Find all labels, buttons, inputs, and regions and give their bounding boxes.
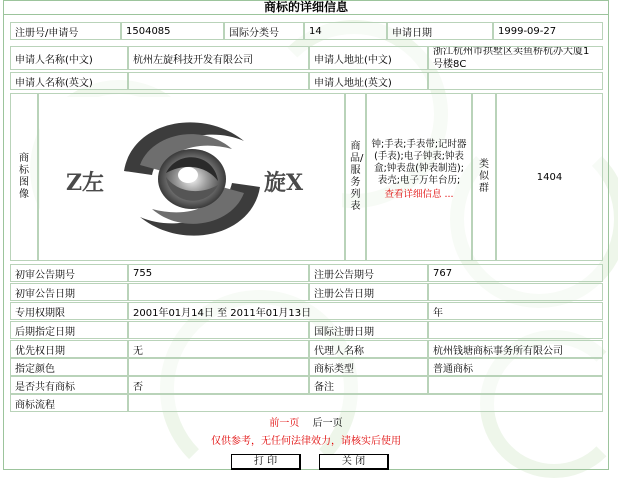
prelim-no-value: 755 xyxy=(128,264,309,282)
later-date-value xyxy=(128,321,309,339)
prev-page-link[interactable]: 前一页 xyxy=(269,418,300,429)
shared-label: 是否共有商标 xyxy=(10,376,128,394)
address-en-value xyxy=(428,72,603,90)
intl-reg-date-value xyxy=(428,321,603,339)
pagination xyxy=(4,416,608,432)
goods-label: 商品/服务列表 xyxy=(345,93,366,261)
applicant-cn-label: 申请人名称(中文) xyxy=(10,46,128,70)
flow-value xyxy=(128,394,603,412)
exclusive-period-label: 专用权期限 xyxy=(10,302,128,320)
class-label: 国际分类号 xyxy=(224,22,304,40)
address-cn-label: 申请人地址(中文) xyxy=(309,46,428,70)
swirl-logo-icon xyxy=(40,97,342,259)
intl-reg-date-label: 国际注册日期 xyxy=(309,321,428,339)
close-button[interactable]: 关 闭 xyxy=(319,454,389,470)
color-label: 指定颜色 xyxy=(10,358,128,376)
apply-date-value: 1999-09-27 xyxy=(493,22,603,40)
color-value xyxy=(128,358,309,376)
flow-label: 商标流程 xyxy=(10,394,128,412)
exclusive-period-unit: 年 xyxy=(428,302,603,320)
reg-notice-date-value xyxy=(428,283,603,301)
goods-text: 钟;手表;手表带;记时器(手表);电子钟表;钟表盒;钟表盘(钟表制造);表壳;电子万年台历; xyxy=(371,139,467,186)
reg-notice-no-value: 767 xyxy=(428,264,603,282)
applicant-en-value xyxy=(128,72,309,90)
prelim-date-label: 初审公告日期 xyxy=(10,283,128,301)
logo-right-text: 旋X xyxy=(264,170,304,196)
priority-date-label: 优先权日期 xyxy=(10,340,128,358)
address-cn-value: 浙江杭州市拱墅区卖鱼桥杭办大厦1号楼8C xyxy=(428,46,603,70)
page-title: 商标的详细信息 xyxy=(4,0,608,15)
applicant-cn-value: 杭州左旋科技开发有限公司 xyxy=(128,46,309,70)
apply-date-label: 申请日期 xyxy=(387,22,493,40)
reg-notice-no-label: 注册公告期号 xyxy=(309,264,428,282)
similar-group-label: 类似群 xyxy=(472,93,496,261)
applicant-en-label: 申请人名称(英文) xyxy=(10,72,128,90)
priority-date-value: 无 xyxy=(128,340,309,358)
image-label: 商标图像 xyxy=(10,93,38,261)
reg-no-label: 注册号/申请号 xyxy=(10,22,121,40)
disclaimer-notice: 仅供参考，无任何法律效力，请核实后使用 xyxy=(211,436,401,447)
remark-value xyxy=(428,376,603,394)
trademark-type-label: 商标类型 xyxy=(309,358,428,376)
reg-no-value: 1504085 xyxy=(121,22,224,40)
remark-label: 备注 xyxy=(309,376,428,394)
agent-value: 杭州钱塘商标事务所有限公司 xyxy=(428,340,603,358)
trademark-type-value: 普通商标 xyxy=(428,358,603,376)
prelim-no-label: 初审公告期号 xyxy=(10,264,128,282)
goods-list xyxy=(366,97,472,259)
next-page-link[interactable]: 后一页 xyxy=(312,418,343,429)
agent-label: 代理人名称 xyxy=(309,340,428,358)
trademark-logo xyxy=(40,97,342,259)
class-value: 14 xyxy=(304,22,387,40)
print-button[interactable]: 打 印 xyxy=(231,454,301,470)
logo-left-text: Z左 xyxy=(66,170,105,196)
similar-group-value: 1404 xyxy=(496,93,603,261)
exclusive-period-value: 2001年01月14日 至 2011年01月13日 xyxy=(128,302,428,320)
prelim-date-value xyxy=(128,283,309,301)
shared-value: 否 xyxy=(128,376,309,394)
later-date-label: 后期指定日期 xyxy=(10,321,128,339)
view-details-link[interactable]: 查看详细信息 ... xyxy=(384,189,454,200)
address-en-label: 申请人地址(英文) xyxy=(309,72,428,90)
reg-notice-date-label: 注册公告日期 xyxy=(309,283,428,301)
